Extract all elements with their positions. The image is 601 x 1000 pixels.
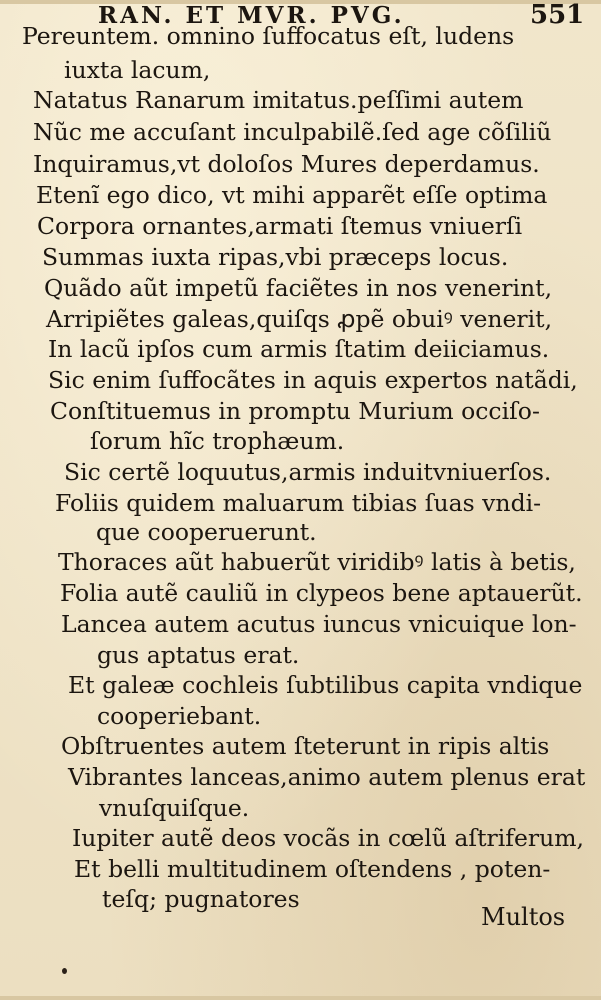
page-bottom-edge xyxy=(0,996,601,1000)
page-number: 551 xyxy=(530,0,585,30)
text-line: Folia autẽ cauliũ in clypeos bene aptauerũt. xyxy=(60,579,583,607)
text-line: gus aptatus erat. xyxy=(97,641,300,669)
catchword: Multos xyxy=(481,903,566,931)
text-line: Nũc me accuſant inculpabilẽ.ſed age cõſiliũ xyxy=(33,118,552,146)
text-line: Lancea autem acutus iuncus vnicuique lon- xyxy=(61,610,577,638)
text-line: Iupiter autẽ deos vocãs in cœlũ aſtriferum, xyxy=(72,824,585,852)
text-line: In lacũ ipſos cum armis ſtatim deiiciamus. xyxy=(48,335,550,363)
text-line: Obſtruentes autem ſteterunt in ripis altis xyxy=(61,732,550,760)
ink-mark xyxy=(62,968,67,974)
text-line: Quãdo aũt impetũ faciẽtes in nos venerint, xyxy=(44,274,553,302)
text-line: Sic certẽ loquutus,armis induitvniuerſos. xyxy=(64,458,552,486)
text-line: Foliis quidem maluarum tibias ſuas vndi- xyxy=(55,489,542,517)
text-line: Et belli multitudinem oſtendens , poten- xyxy=(74,855,551,883)
text-line: vnuſquiſque. xyxy=(99,794,250,822)
text-line: Summas iuxta ripas,vbi præceps locus. xyxy=(42,243,509,271)
text-line: teſq; pugnatores xyxy=(102,885,300,913)
text-line: Etenĩ ego dico, vt mihi apparẽt eſſe optima xyxy=(36,181,548,209)
text-line: Vibrantes lanceas,animo autem plenus erat xyxy=(68,763,586,791)
text-line: iuxta lacum, xyxy=(64,56,211,84)
text-line: Sic enim ſuffocãtes in aquis expertos natãdi, xyxy=(48,366,578,394)
text-line: Pereuntem. omnino ſuffocatus eſt, ludens xyxy=(22,22,515,50)
text-line: Conſtituemus in promptu Murium occiſo- xyxy=(50,397,540,425)
text-line: Corpora ornantes,armati ſtemus vniuerſi xyxy=(37,212,523,240)
text-line: ſorum hĩc trophæum. xyxy=(90,427,345,455)
text-line: que cooperuerunt. xyxy=(96,518,317,546)
text-line: Et galeæ cochleis ſubtilibus capita vndique xyxy=(68,671,583,699)
text-line: Arripiẽtes galeas,quiſqs ꝓpẽ obuiꝰ venerit, xyxy=(46,305,553,333)
text-line: Inquiramus,vt doloſos Mures deperdamus. xyxy=(33,150,540,178)
text-line: cooperiebant. xyxy=(97,702,262,730)
text-line: Natatus Ranarum imitatus.peſſimi autem xyxy=(33,86,524,114)
running-header: RAN. ET MVR. PVG. xyxy=(98,2,405,29)
text-line: Thoraces aũt habuerũt viridibꝰ latis à betis, xyxy=(58,548,576,576)
